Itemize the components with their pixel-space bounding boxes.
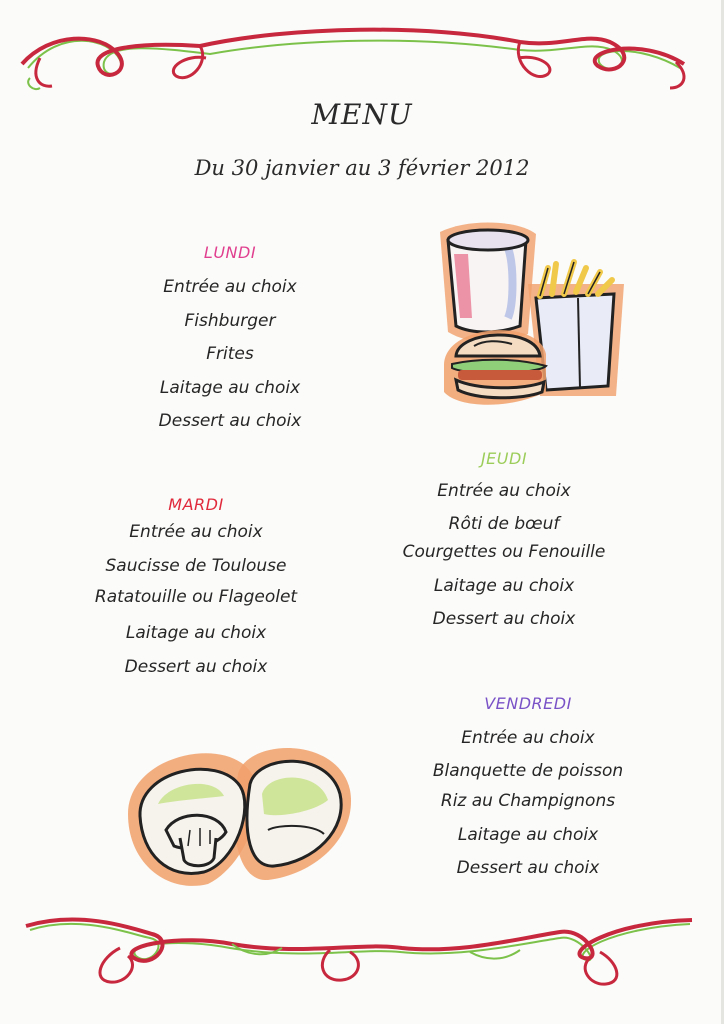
day-title-jeudi: JEUDI <box>480 449 528 468</box>
menu-item: Fishburger <box>184 311 276 331</box>
menu-item: Laitage au choix <box>457 825 599 845</box>
fast-food-illustration <box>428 214 638 414</box>
menu-item: Rôti de bœuf <box>448 514 560 534</box>
mushroom-illustration <box>118 734 358 894</box>
menu-item: Dessert au choix <box>456 858 600 878</box>
menu-item: Laitage au choix <box>433 576 575 596</box>
day-title-mardi: MARDI <box>168 495 224 514</box>
menu-title: MENU <box>311 98 413 131</box>
menu-item: Dessert au choix <box>158 411 302 431</box>
menu-item: Dessert au choix <box>432 609 576 629</box>
menu-item: Entrée au choix <box>437 481 571 501</box>
menu-item: Courgettes ou Fenouille <box>402 542 606 562</box>
top-ribbon-ornament <box>0 18 724 98</box>
menu-item: Laitage au choix <box>125 623 267 643</box>
day-title-lundi: LUNDI <box>203 243 257 262</box>
menu-item: Saucisse de Toulouse <box>105 556 287 576</box>
menu-item: Ratatouille ou Flageolet <box>94 587 298 607</box>
menu-item: Laitage au choix <box>159 378 301 398</box>
menu-date-range: Du 30 janvier au 3 février 2012 <box>194 156 530 180</box>
menu-item: Entrée au choix <box>461 728 595 748</box>
menu-item: Frites <box>206 344 254 364</box>
menu-item: Dessert au choix <box>124 657 268 677</box>
day-title-vendredi: VENDREDI <box>484 694 572 713</box>
menu-item: Entrée au choix <box>129 522 263 542</box>
menu-item: Entrée au choix <box>163 277 297 297</box>
menu-item: Riz au Champignons <box>440 791 616 811</box>
bottom-ribbon-ornament <box>0 908 724 998</box>
menu-item: Blanquette de poisson <box>432 761 624 781</box>
